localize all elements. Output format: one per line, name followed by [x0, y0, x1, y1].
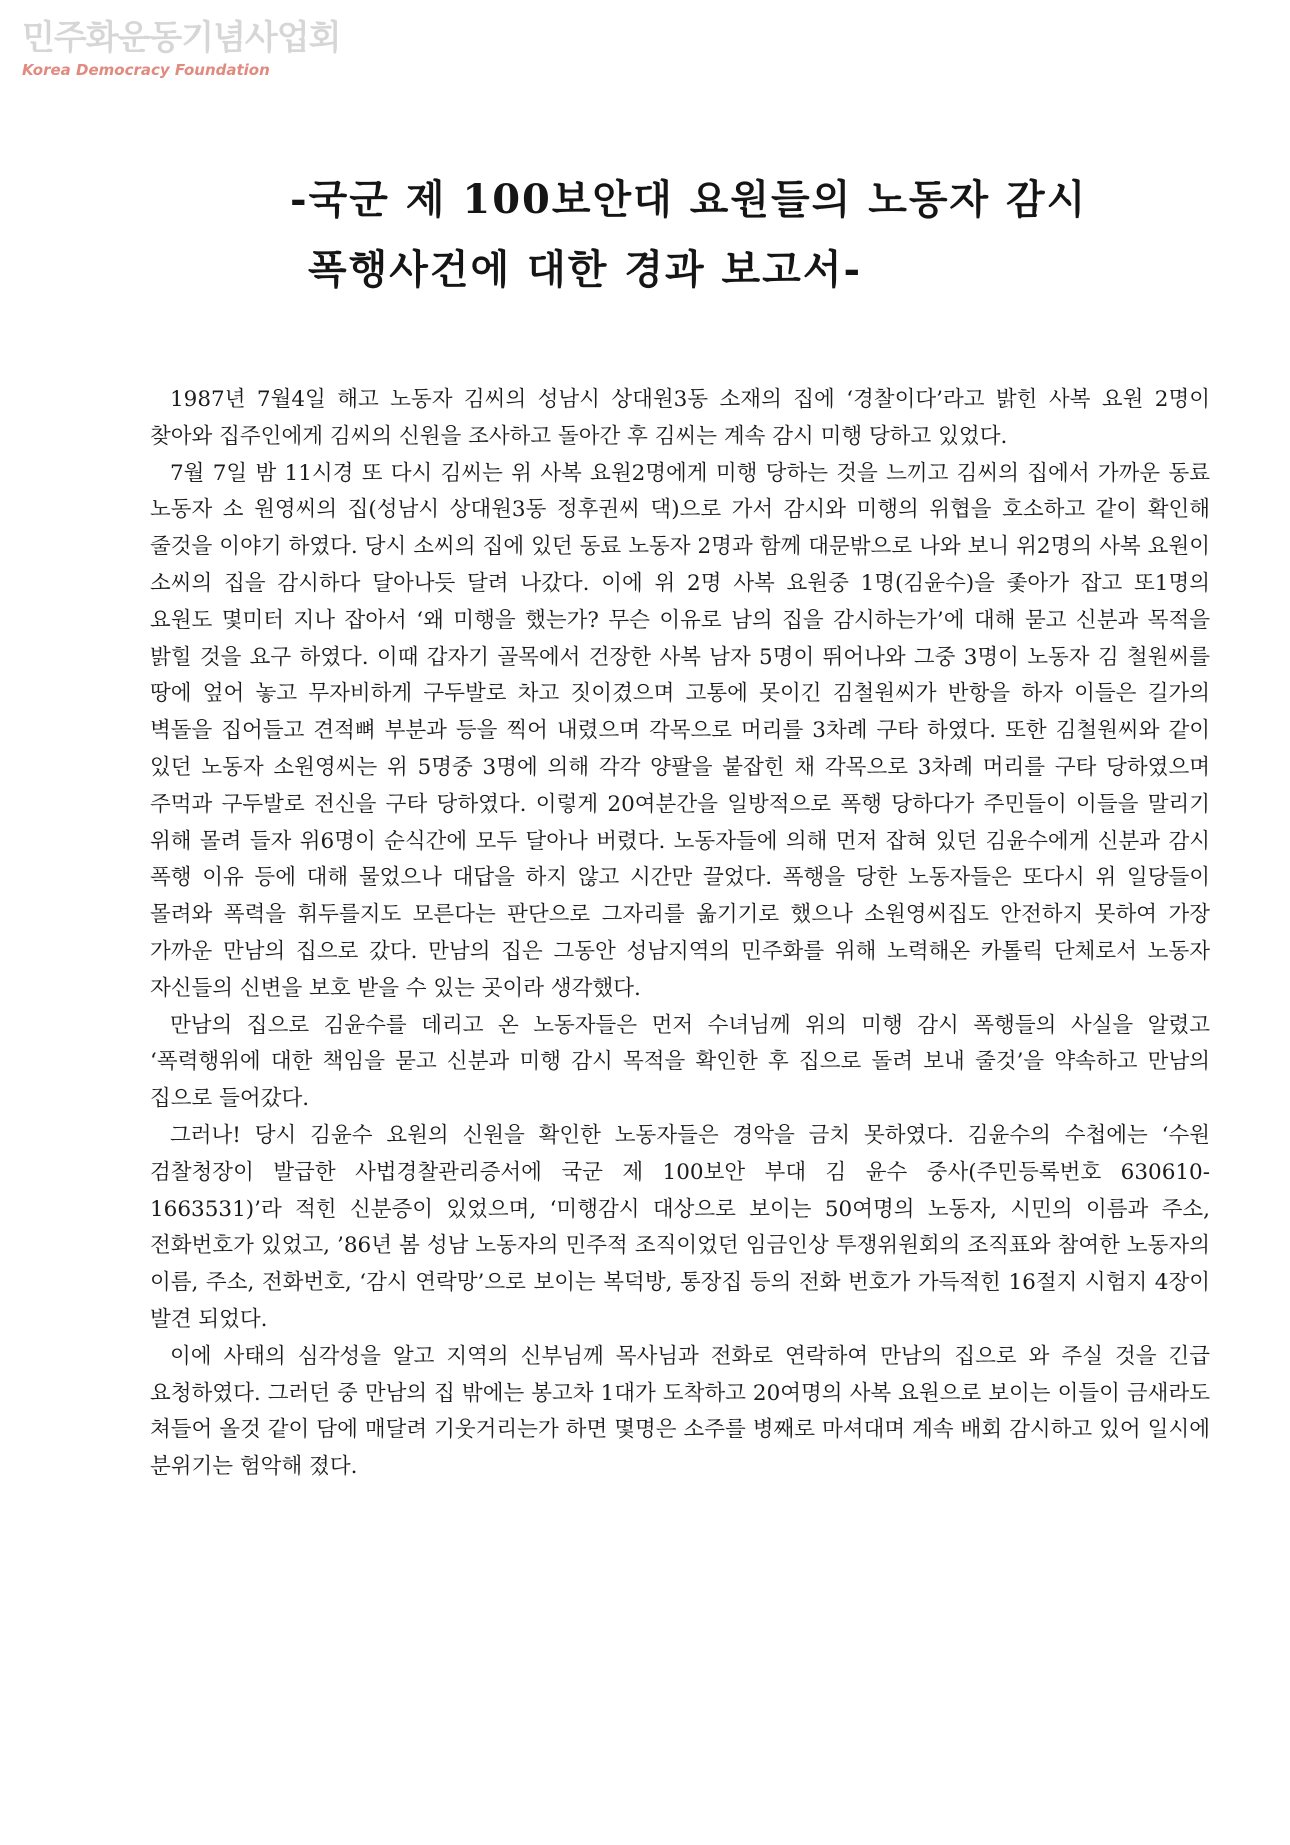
paragraph-2: 7월 7일 밤 11시경 또 다시 김씨는 위 사복 요원2명에게 미행 당하는 것을 느끼고 김씨의 집에서 가까운 동료 노동자 소 원영씨의 집(성남시 상대원3동 정후권씨 댁)으로 가서 감시와 미행의 위협을 호소하고 같이 확인해 줄것을 이야기 하였다. 당시 소씨의 집에 있던 동료 노동자 2명과 함께 대문밖으로 나와 보니 위2명의 사복 요원이 소씨의 집을 감시하다 달아나듯 달려 나갔다. 이에 위 2명 사복 요원중 1명(김윤수)을 좇아가 잡고 또1명의 요원도 몇미터 지나 잡아서 ‘왜 미행을 했는가? 무슨 이유로 남의 집을 감시하는가’에 대해 묻고 신분과 목적을 밝힐 것을 요구 하였다. 이때 갑자기 골목에서 건장한 사복 남자 5명이 뛰어나와 그중 3명이 노동자 김 철원씨를 땅에 엎어 놓고 무자비하게 구두발로 차고 짓이겼으며 고통에 못이긴 김철원씨가 반항을 하자 이들은 길가의 벽돌을 집어들고 견적뼈 부분과 등을 찍어 내렸으며 각목으로 머리를 3차례 구타 하였다. 또한 김철원씨와 같이 있던 노동자 소원영씨는 위 5명중 3명에 의해 각각 양팔을 붙잡힌 채 각목으로 3차례 머리를 구타 당하였으며 주먹과 구두발로 전신을 구타 당하였다. 이렇게 20여분간을 일방적으로 폭행 당하다가 주민들이 이들을 말리기 위해 몰려 들자 위6명이 순식간에 모두 달아나 버렸다. 노동자들에 의해 먼저 잡혀 있던 김윤수에게 신분과 감시 폭행 이유 등에 대해 물었으나 대답을 하지 않고 시간만 끌었다. 폭행을 당한 노동자들은 또다시 위 일당들이 몰려와 폭력을 휘두를지도 모른다는 판단으로 그자리를 옮기기로 했으나 소원영씨집도 안전하지 못하여 가장 가까운 만남의 집으로 갔다. 만남의 집은 그동안 성남지역의 민주화를 위해 노력해온 카톨릭 단체로서 노동자 자신들의 신변을 보호 받을 수 있는 곳이라 생각했다. — [150, 460, 1210, 1001]
watermark-english: Korea Democracy Foundation — [22, 61, 270, 79]
watermark-logo — [22, 18, 341, 80]
watermark-korean: 민주화운동기념사업회 — [22, 18, 341, 58]
paragraph-5: 이에 사태의 심각성을 알고 지역의 신부님께 목사님과 전화로 연락하여 만남의 집으로 와 주실 것을 긴급 요청하였다. 그러던 중 만남의 집 밖에는 봉고차 1대가 도착하고 20여명의 사복 요원으로 보이는 이들이 금새라도 쳐들어 올것 같이 담에 매달려 기웃거리는가 하면 몇명은 소주를 병째로 마셔대며 계속 배회 감시하고 있어 일시에 분위기는 험악해 졌다. — [150, 1343, 1210, 1480]
paragraph-4: 그러나! 당시 김윤수 요원의 신원을 확인한 노동자들은 경악을 금치 못하였다. 김윤수의 수첩에는 ‘수원 검찰청장이 발급한 사법경찰관리증서에 국군 제 100보안 부대 김 윤수 중사(주민등록번호 630610-1663531)’라 적힌 신분증이 있었으며, ‘미행감시 대상으로 보이는 50여명의 노동자, 시민의 이름과 주소, 전화번호가 있었고, ’86년 봄 성남 노동자의 민주적 조직이었던 임금인상 투쟁위원회의 조직표와 참여한 노동자의 이름, 주소, 전화번호, ‘감시 연락망’으로 보이는 복덕방, 통장집 등의 전화 번호가 가득적힌 16절지 시험지 4장이 발견 되었다. — [150, 1122, 1210, 1332]
report-body — [150, 382, 1210, 1486]
paragraph-1: 1987년 7월4일 해고 노동자 김씨의 성남시 상대원3동 소재의 집에 ‘경찰이다’라고 밝힌 사복 요원 2명이 찾아와 집주인에게 김씨의 신원을 조사하고 돌아간 후 김씨는 계속 감시 미행 당하고 있었다. — [150, 387, 1210, 449]
document-title — [290, 172, 1110, 298]
paragraph-3: 만남의 집으로 김윤수를 데리고 온 노동자들은 먼저 수녀님께 위의 미행 감시 폭행들의 사실을 알렸고 ‘폭력행위에 대한 책임을 묻고 신분과 미행 감시 목적을 확인한 후 집으로 돌려 보내 줄것’을 약속하고 만남의 집으로 들어갔다. — [150, 1012, 1210, 1112]
title-line-1: -국군 제 100보안대 요원들의 노동자 감시 — [290, 176, 1088, 223]
title-line-2: 폭행사건에 대한 경과 보고서- — [308, 246, 863, 293]
